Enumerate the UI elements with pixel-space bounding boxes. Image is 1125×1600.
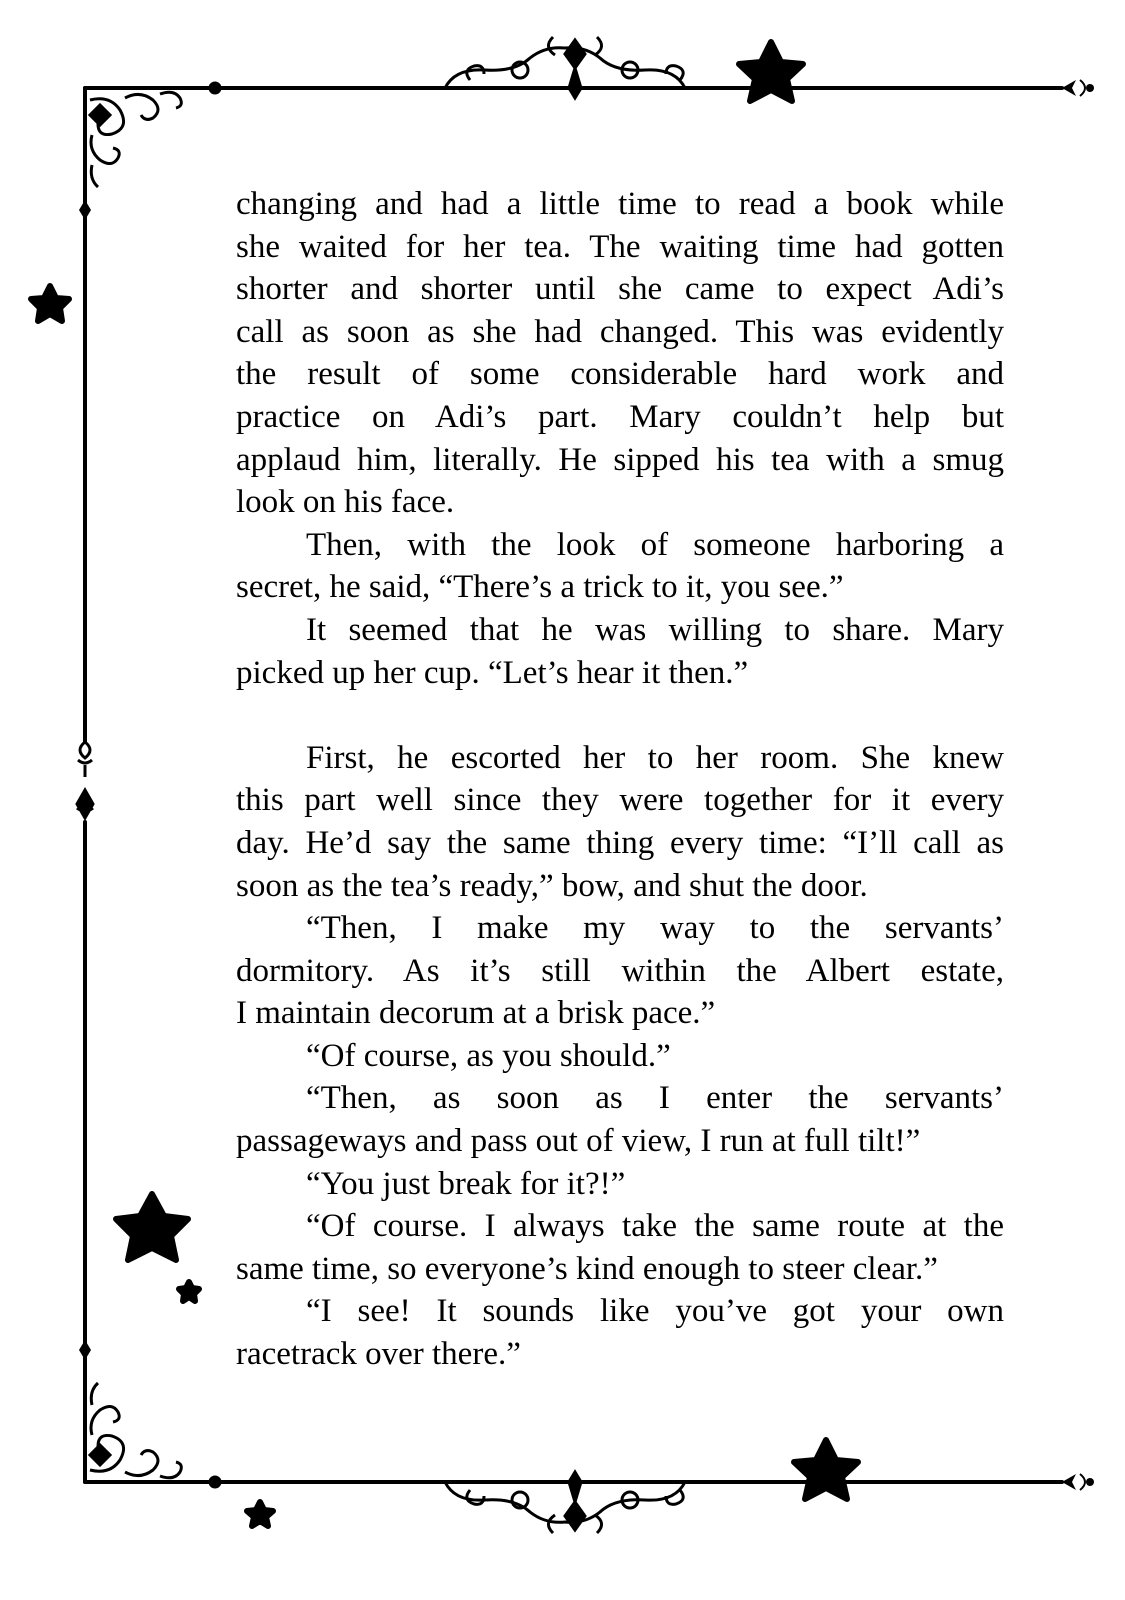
text-line: First, he escorted her to her room. She knew bbox=[306, 739, 1004, 776]
paragraph bbox=[236, 1205, 1004, 1290]
text-line: this part well since they were together for it every bbox=[236, 782, 1004, 819]
star-icon bbox=[31, 286, 69, 321]
body-text bbox=[236, 183, 1004, 1376]
text-line: Then, with the look of someone harboring a bbox=[306, 526, 1004, 563]
text-line: passageways and pass out of view, I run at full tilt!” bbox=[236, 1123, 921, 1160]
text-line: picked up her cup. “Let’s hear it then.” bbox=[236, 654, 749, 691]
text-line: changing and had a little time to read a book while bbox=[236, 186, 1004, 222]
text-line: shorter and shorter until she came to expect Adi’s bbox=[236, 271, 1004, 308]
text-line: “Then, as soon as I enter the servants’ bbox=[306, 1080, 1004, 1117]
text-line: soon as the tea’s ready,” bow, and shut the door. bbox=[236, 867, 868, 904]
text-line: look on his face. bbox=[236, 484, 455, 521]
section-break bbox=[236, 694, 1004, 737]
star-icon bbox=[739, 42, 803, 101]
star-icon bbox=[247, 1502, 273, 1526]
paragraph bbox=[236, 1163, 1004, 1206]
text-line: “Of course. I always take the same route at the bbox=[306, 1208, 1004, 1245]
text-line: she waited for her tea. The waiting time had gotten bbox=[236, 228, 1004, 265]
paragraph bbox=[236, 1035, 1004, 1078]
right-end-ornament-top bbox=[1062, 80, 1094, 96]
text-line: I maintain decorum at a brisk pace.” bbox=[236, 995, 716, 1032]
text-line: “You just break for it?!” bbox=[306, 1165, 626, 1202]
text-line: racetrack over there.” bbox=[236, 1336, 521, 1373]
left-lower-ornament bbox=[79, 1340, 91, 1360]
star-icon bbox=[794, 1440, 858, 1499]
star-icon bbox=[179, 1282, 199, 1301]
text-line: “Of course, as you should.” bbox=[306, 1037, 671, 1074]
text-line: the result of some considerable hard work and bbox=[236, 356, 1004, 393]
paragraph bbox=[236, 1077, 1004, 1162]
bottom-left-corner-ornament bbox=[90, 1383, 220, 1487]
paragraph bbox=[236, 183, 1004, 524]
paragraph bbox=[236, 1290, 1004, 1375]
left-mid-ornament bbox=[77, 742, 93, 818]
text-line: same time, so everyone’s kind enough to steer clear.” bbox=[236, 1250, 938, 1287]
top-left-corner-ornament bbox=[90, 83, 220, 187]
paragraph bbox=[236, 737, 1004, 907]
text-line: practice on Adi’s part. Mary couldn’t help but bbox=[236, 398, 1004, 435]
right-end-ornament-bottom bbox=[1062, 1474, 1094, 1490]
text-line: dormitory. As it’s still within the Albert estate, bbox=[236, 952, 1004, 989]
text-line: call as soon as she had changed. This was evidently bbox=[236, 313, 1004, 350]
text-line: applaud him, literally. He sipped his tea with a smug bbox=[236, 441, 1004, 478]
star-icon bbox=[116, 1194, 188, 1260]
text-line: It seemed that he was willing to share. Mary bbox=[306, 611, 1004, 648]
left-upper-ornament bbox=[79, 200, 91, 220]
paragraph bbox=[236, 524, 1004, 609]
paragraph bbox=[236, 907, 1004, 1035]
text-line: secret, he said, “There’s a trick to it, you see.” bbox=[236, 569, 844, 606]
text-line: “Then, I make my way to the servants’ bbox=[306, 910, 1004, 947]
text-line: day. He’d say the same thing every time: “I’ll call as bbox=[236, 824, 1004, 861]
paragraph bbox=[236, 609, 1004, 694]
text-line: “I see! It sounds like you’ve got your own bbox=[306, 1293, 1004, 1330]
